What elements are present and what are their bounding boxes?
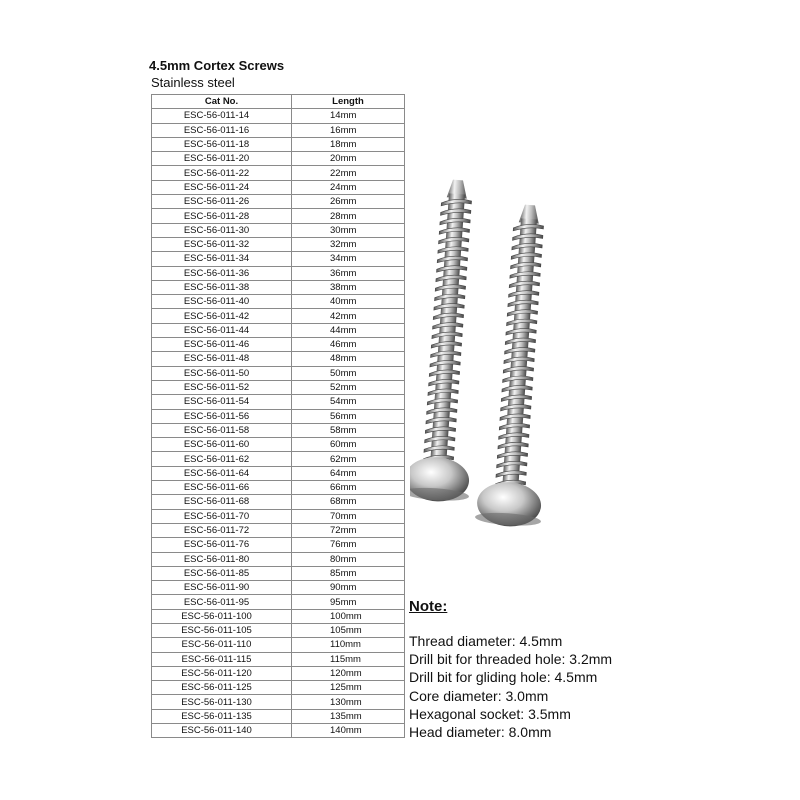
table-row [152, 338, 405, 352]
cat-no-cell: ESC-56-011-38 [152, 280, 292, 294]
length-cell: 120mm [292, 666, 405, 680]
length-cell: 56mm [292, 409, 405, 423]
length-cell: 90mm [292, 581, 405, 595]
length-cell: 36mm [292, 266, 405, 280]
length-cell: 115mm [292, 652, 405, 666]
cat-no-cell: ESC-56-011-115 [152, 652, 292, 666]
length-cell: 44mm [292, 323, 405, 337]
table-row [152, 652, 405, 666]
cat-no-cell: ESC-56-011-72 [152, 523, 292, 537]
length-cell: 130mm [292, 695, 405, 709]
cat-no-cell: ESC-56-011-62 [152, 452, 292, 466]
table-row [152, 466, 405, 480]
table-row [152, 538, 405, 552]
table-row [152, 623, 405, 637]
length-cell: 135mm [292, 709, 405, 723]
note-section [409, 598, 739, 741]
table-row [152, 724, 405, 738]
length-cell: 26mm [292, 195, 405, 209]
table-row [152, 695, 405, 709]
cat-no-cell: ESC-56-011-50 [152, 366, 292, 380]
table-row [152, 595, 405, 609]
cat-no-cell: ESC-56-011-70 [152, 509, 292, 523]
cat-no-cell: ESC-56-011-105 [152, 623, 292, 637]
cat-no-cell: ESC-56-011-95 [152, 595, 292, 609]
cat-no-cell: ESC-56-011-56 [152, 409, 292, 423]
table-row [152, 609, 405, 623]
cat-no-cell: ESC-56-011-20 [152, 152, 292, 166]
length-cell: 60mm [292, 438, 405, 452]
cat-no-cell: ESC-56-011-26 [152, 195, 292, 209]
cat-no-cell: ESC-56-011-76 [152, 538, 292, 552]
table-row [152, 409, 405, 423]
length-cell: 85mm [292, 566, 405, 580]
table-row [152, 323, 405, 337]
length-cell: 50mm [292, 366, 405, 380]
cat-no-cell: ESC-56-011-85 [152, 566, 292, 580]
table-row [152, 380, 405, 394]
length-cell: 38mm [292, 280, 405, 294]
length-cell: 140mm [292, 724, 405, 738]
screw-shaft [430, 193, 465, 463]
screw-right [475, 203, 563, 529]
table-row [152, 452, 405, 466]
note-line: Head diameter: 8.0mm [409, 724, 552, 741]
length-cell: 48mm [292, 352, 405, 366]
table-row [152, 280, 405, 294]
length-cell: 70mm [292, 509, 405, 523]
table-row [152, 195, 405, 209]
length-cell: 68mm [292, 495, 405, 509]
cat-no-cell: ESC-56-011-46 [152, 338, 292, 352]
table-row [152, 352, 405, 366]
cat-no-cell: ESC-56-011-52 [152, 380, 292, 394]
length-cell: 110mm [292, 638, 405, 652]
cat-no-cell: ESC-56-011-66 [152, 481, 292, 495]
cat-no-cell: ESC-56-011-140 [152, 724, 292, 738]
length-cell: 16mm [292, 123, 405, 137]
length-cell: 72mm [292, 523, 405, 537]
page-subtitle: Stainless steel [151, 75, 235, 90]
cat-no-cell: ESC-56-011-135 [152, 709, 292, 723]
length-cell: 18mm [292, 137, 405, 151]
length-cell: 95mm [292, 595, 405, 609]
length-cell: 30mm [292, 223, 405, 237]
length-cell: 66mm [292, 481, 405, 495]
length-cell: 40mm [292, 295, 405, 309]
table-row [152, 509, 405, 523]
screw-left [410, 178, 491, 504]
length-cell: 76mm [292, 538, 405, 552]
table-row [152, 295, 405, 309]
table-row [152, 523, 405, 537]
length-cell: 32mm [292, 237, 405, 251]
table-row [152, 123, 405, 137]
table-row [152, 709, 405, 723]
table-row [152, 666, 405, 680]
note-line: Hexagonal socket: 3.5mm [409, 705, 571, 722]
cat-no-cell: ESC-56-011-28 [152, 209, 292, 223]
table-row [152, 137, 405, 151]
length-cell: 100mm [292, 609, 405, 623]
cat-no-cell: ESC-56-011-24 [152, 180, 292, 194]
table-row [152, 223, 405, 237]
length-cell: 105mm [292, 623, 405, 637]
table-row [152, 266, 405, 280]
page-title: 4.5mm Cortex Screws [149, 58, 285, 73]
cat-no-cell: ESC-56-011-16 [152, 123, 292, 137]
cat-no-cell: ESC-56-011-80 [152, 552, 292, 566]
table-row [152, 423, 405, 437]
cat-no-cell: ESC-56-011-14 [152, 109, 292, 123]
cat-no-cell: ESC-56-011-64 [152, 466, 292, 480]
table-row [152, 252, 405, 266]
screw-spec-table [151, 94, 405, 738]
length-cell: 52mm [292, 380, 405, 394]
length-cell: 34mm [292, 252, 405, 266]
table-row [152, 209, 405, 223]
cat-no-cell: ESC-56-011-54 [152, 395, 292, 409]
length-cell: 62mm [292, 452, 405, 466]
cat-no-cell: ESC-56-011-125 [152, 681, 292, 695]
cat-no-cell: ESC-56-011-60 [152, 438, 292, 452]
length-cell: 14mm [292, 109, 405, 123]
length-cell: 20mm [292, 152, 405, 166]
note-line: Drill bit for gliding hole: 4.5mm [409, 669, 598, 686]
table-row [152, 237, 405, 251]
cat-no-cell: ESC-56-011-42 [152, 309, 292, 323]
table-row [152, 495, 405, 509]
table-row [152, 481, 405, 495]
length-cell: 22mm [292, 166, 405, 180]
table-row [152, 438, 405, 452]
table-row [152, 366, 405, 380]
cortex-screw-image [410, 175, 630, 535]
cat-no-cell: ESC-56-011-110 [152, 638, 292, 652]
table-row [152, 180, 405, 194]
table-row [152, 152, 405, 166]
table-header-row [152, 95, 405, 109]
cat-no-cell: ESC-56-011-68 [152, 495, 292, 509]
cat-no-cell: ESC-56-011-44 [152, 323, 292, 337]
table-row [152, 681, 405, 695]
cat-no-cell: ESC-56-011-18 [152, 137, 292, 151]
note-line: Thread diameter: 4.5mm [409, 633, 563, 649]
cat-no-cell: ESC-56-011-30 [152, 223, 292, 237]
cat-no-cell: ESC-56-011-90 [152, 581, 292, 595]
table-row [152, 109, 405, 123]
length-cell: 28mm [292, 209, 405, 223]
column-header-length: Length [292, 95, 405, 109]
cat-no-cell: ESC-56-011-100 [152, 609, 292, 623]
cat-no-cell: ESC-56-011-130 [152, 695, 292, 709]
cat-no-cell: ESC-56-011-48 [152, 352, 292, 366]
table-row [152, 552, 405, 566]
length-cell: 24mm [292, 180, 405, 194]
table-row [152, 166, 405, 180]
table-row [152, 638, 405, 652]
cat-no-cell: ESC-56-011-58 [152, 423, 292, 437]
cat-no-cell: ESC-56-011-22 [152, 166, 292, 180]
note-line: Drill bit for threaded hole: 3.2mm [409, 651, 613, 668]
length-cell: 46mm [292, 338, 405, 352]
cat-no-cell: ESC-56-011-36 [152, 266, 292, 280]
length-cell: 125mm [292, 681, 405, 695]
length-cell: 80mm [292, 552, 405, 566]
screw-shaft [502, 218, 537, 488]
length-cell: 54mm [292, 395, 405, 409]
note-line: Core diameter: 3.0mm [409, 687, 549, 704]
cat-no-cell: ESC-56-011-40 [152, 295, 292, 309]
length-cell: 42mm [292, 309, 405, 323]
length-cell: 58mm [292, 423, 405, 437]
cat-no-cell: ESC-56-011-34 [152, 252, 292, 266]
table-row [152, 581, 405, 595]
column-header-cat-no: Cat No. [152, 95, 292, 109]
table-row [152, 566, 405, 580]
table-row [152, 309, 405, 323]
note-heading: Note: [409, 598, 448, 615]
cat-no-cell: ESC-56-011-32 [152, 237, 292, 251]
cat-no-cell: ESC-56-011-120 [152, 666, 292, 680]
table-row [152, 395, 405, 409]
length-cell: 64mm [292, 466, 405, 480]
